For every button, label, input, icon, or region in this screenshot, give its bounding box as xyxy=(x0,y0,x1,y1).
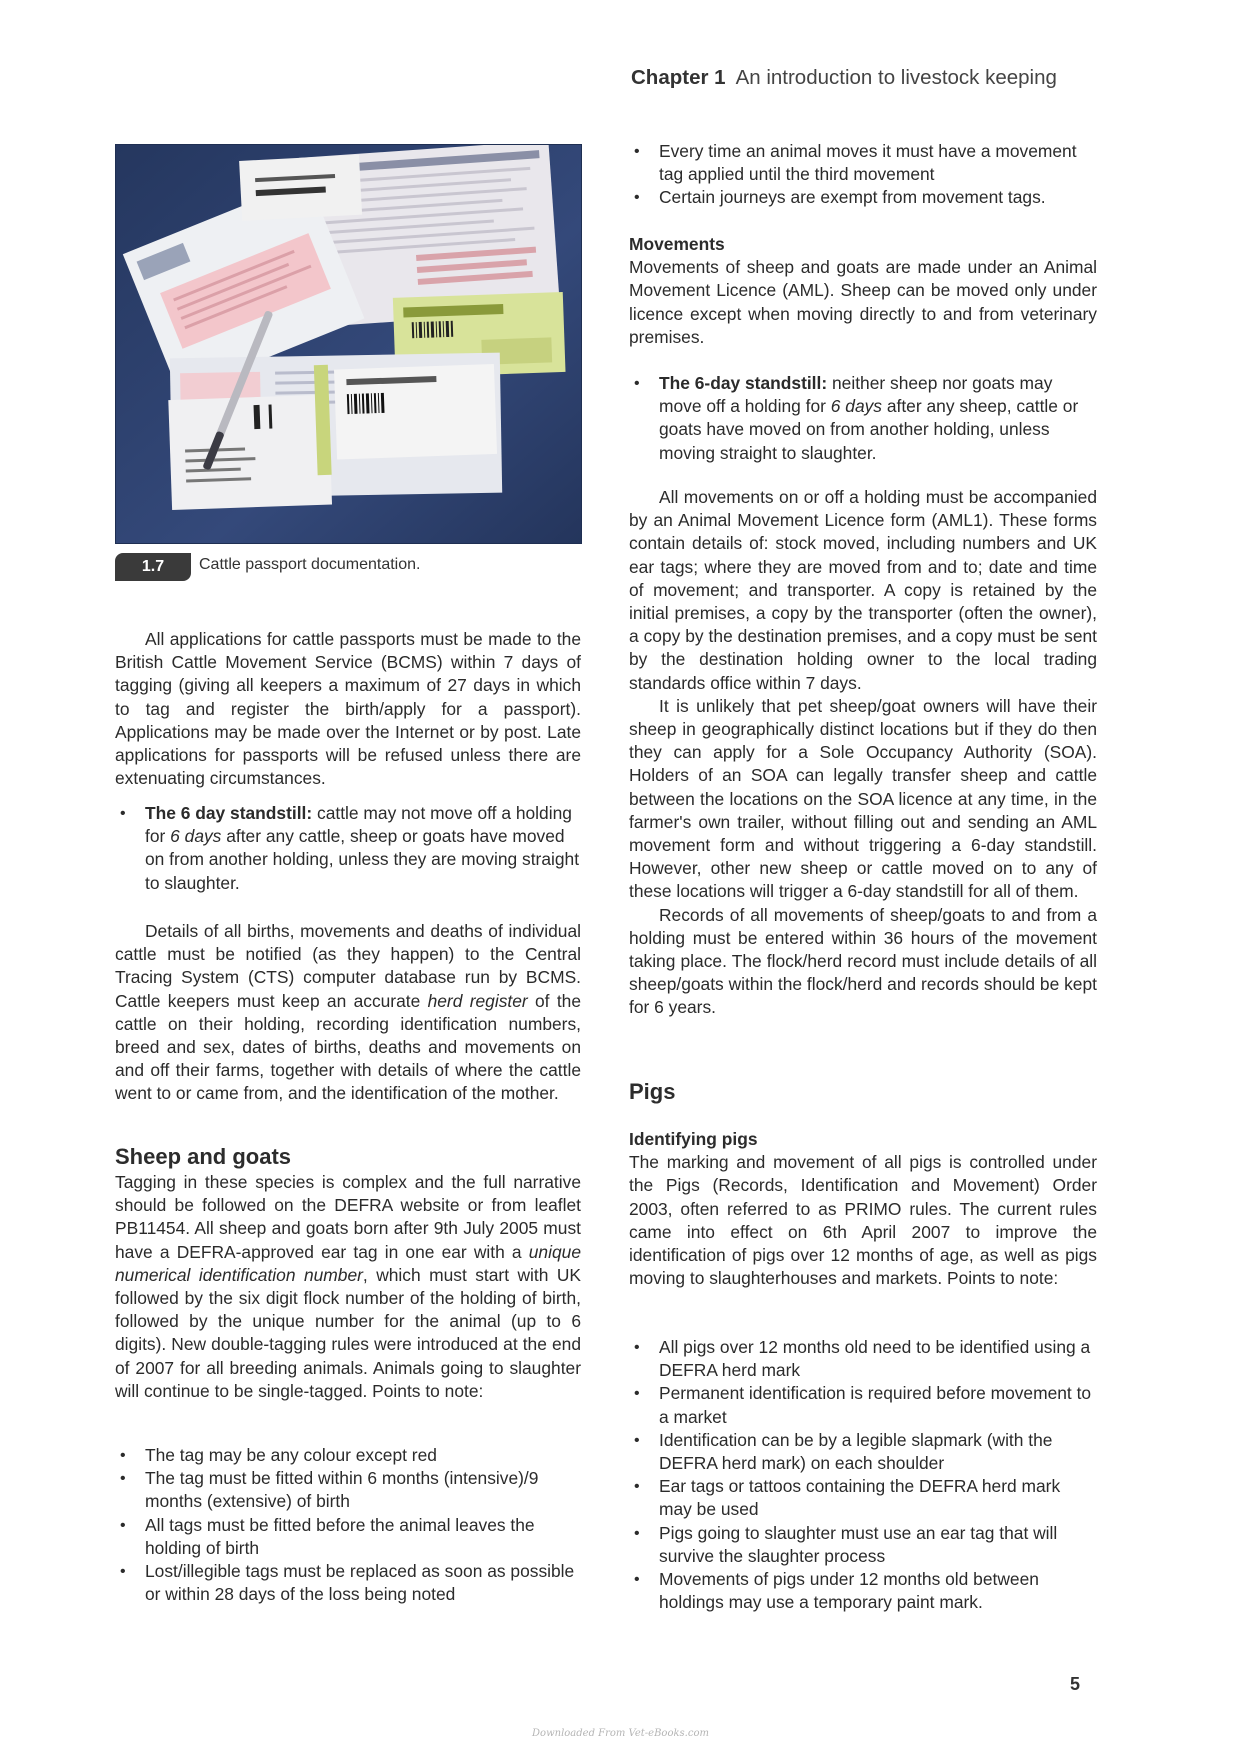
cattle-standstill-list xyxy=(115,802,581,895)
section-heading-pigs: Pigs xyxy=(629,1079,676,1104)
section-heading-sheep: Sheep and goats xyxy=(115,1144,292,1169)
paragraph-herd-register: Details of all births, movements and deaths of individual cattle must be notified (as they happen) to the Central Tracing System (CTS) computer database run by BCMS. Cattle keepers must keep an accurate herd register of the cattle on their holding, recording identification numbers, breed and sex, dates of births, deaths and movements on and off their farms, together with details of where the cattle went to or came from, and the identification of the mother. xyxy=(115,921,581,1104)
sheep-points-list xyxy=(115,1444,581,1606)
footer-watermark: Downloaded From Vet-eBooks.com xyxy=(532,1728,709,1739)
list-item: • The 6 day standstill: cattle may not move off a holding for 6 days after any cattle, sheep or goats have moved on from another holding, unless they are moving straight to slaughter. xyxy=(115,802,581,895)
list-item: • All pigs over 12 months old need to be identified using a DEFRA herd mark xyxy=(629,1336,1097,1382)
paragraph-aml: Movements of sheep and goats are made under an Animal Movement Licence (AML). Sheep can be moved only under licence except when moving directly to and from veterinary premises. xyxy=(629,257,1097,347)
list-item: • Pigs going to slaughter must use an ear tag that will survive the slaughter process xyxy=(629,1522,1097,1568)
paragraph-records: Records of all movements of sheep/goats to and from a holding must be entered within 36 hours of the movement taking place. The flock/herd record must include details of all sheep/goats within the flock/herd and records should be kept for 6 years. xyxy=(629,904,1097,1018)
right-top-bullets xyxy=(629,140,1097,210)
list-item: • Certain journeys are exempt from movement tags. xyxy=(629,186,1097,209)
list-item: • Every time an animal moves it must have a movement tag applied until the third movement xyxy=(629,140,1097,186)
right-standstill xyxy=(629,372,1097,465)
right-pigs xyxy=(629,1078,1097,1106)
chapter-label: Chapter 1 xyxy=(631,66,726,89)
paragraph-soa: It is unlikely that pet sheep/goat owners will have their sheep in geographically distinct locations but if they do then they can apply for a Sole Occupancy Authority (SOA). Holders of an SOA can legally transfer sheep and cattle between the locations on the SOA licence at any time, in the farmer's own trailer, without filling out and sending an AML movement form and without triggering a 6-day standstill. However, other new sheep or cattle moved on to any of these locations will trigger a 6-day standstill for all of them. xyxy=(629,695,1097,902)
cattle-passport-photo xyxy=(116,145,581,543)
right-pig-bullets xyxy=(629,1336,1097,1614)
paragraph-primo: The marking and movement of all pigs is controlled under the Pigs (Records, Identification and Movement) Order 2003, often referred to as PRIMO rules. The current rules came into effect on 6th April 2007 to improve the identification of pigs over 12 months of age, as well as pigs moving to slaughterhouses and markets. Points to note: xyxy=(629,1152,1097,1289)
sheep-standstill-list xyxy=(629,372,1097,465)
list-item: • The tag must be fitted within 6 months (intensive)/9 months (extensive) of birth xyxy=(115,1467,581,1513)
left-details xyxy=(115,920,581,1106)
left-bullets xyxy=(115,1444,581,1606)
figure-caption-text: Cattle passport documentation. xyxy=(199,556,421,573)
left-column-top xyxy=(115,628,581,790)
left-standstill xyxy=(115,802,581,895)
standstill-term: The 6-day standstill: xyxy=(659,373,828,393)
chapter-title: An introduction to livestock keeping xyxy=(735,66,1057,89)
page-number: 5 xyxy=(1070,1674,1081,1694)
list-item: • Identification can be by a legible slapmark (with the DEFRA herd mark) on each shoulder xyxy=(629,1429,1097,1475)
list-item: • Ear tags or tattoos containing the DEFRA herd mark may be used xyxy=(629,1475,1097,1521)
paragraph-sheep-tagging: Tagging in these species is complex and the full narrative should be followed on the DEFRA website or from leaflet PB11454. All sheep and goats born after 9th July 2005 must have a DEFRA-approved ear tag in one ear with a unique numerical identification number, which must start with UK followed by the six digit flock number of the holding of birth, followed by the unique number for the animal (up to 6 digits). New double-tagging rules were introduced at the end of 2007 for all breeding animals. Animals going to slaughter will continue to be single-tagged. Points to note: xyxy=(115,1172,582,1401)
paragraph-aml1: All movements on or off a holding must be accompanied by an Animal Movement Licence form (AML1). These forms contain details of: stock moved, including numbers and UK ear tags; where they are moved from and to; date and time of movement; and transporter. A copy is retained by the initial premises, a copy by the transporter (often the owner), a copy by the destination premises, and a copy must be sent by the destination holding owner to the local trading standards office within 7 days. xyxy=(629,487,1097,693)
list-item: • All tags must be fitted before the animal leaves the holding of birth xyxy=(115,1514,581,1560)
right-body xyxy=(629,486,1097,1020)
figure-number: 1.7 xyxy=(115,553,191,581)
movement-tag-list xyxy=(629,140,1097,210)
list-item: • Lost/illegible tags must be replaced as soon as possible or within 28 days of the loss being noted xyxy=(115,1560,581,1606)
paragraph-passports: All applications for cattle passports must be made to the British Cattle Movement Service (BCMS) within 7 days of tagging (giving all keepers a maximum of 27 days in which to tag and register the birth/apply for a passport). Applications may be made over the Internet or by post. Late applications for passports will be refused unless there are extenuating circumstances. xyxy=(115,629,581,789)
list-item: • The tag may be any colour except red xyxy=(115,1444,581,1467)
subheading-identifying-pigs: Identifying pigs xyxy=(629,1129,758,1149)
list-item: • Movements of pigs under 12 months old between holdings may use a temporary paint mark. xyxy=(629,1568,1097,1614)
pig-points-list xyxy=(629,1336,1097,1614)
figure-photo xyxy=(115,144,582,544)
right-identifying xyxy=(629,1128,1097,1290)
right-movements xyxy=(629,233,1097,349)
list-item: • Permanent identification is required before movement to a market xyxy=(629,1382,1097,1428)
standstill-term: The 6 day standstill: xyxy=(145,803,313,823)
list-item: • The 6-day standstill: neither sheep nor goats may move off a holding for 6 days after any sheep, cattle or goats have moved on from another holding, unless moving straight to slaughter. xyxy=(629,372,1097,465)
subheading-movements: Movements xyxy=(629,234,725,254)
left-sheep xyxy=(115,1143,581,1403)
running-header xyxy=(631,66,1096,96)
figure-caption xyxy=(115,553,581,581)
